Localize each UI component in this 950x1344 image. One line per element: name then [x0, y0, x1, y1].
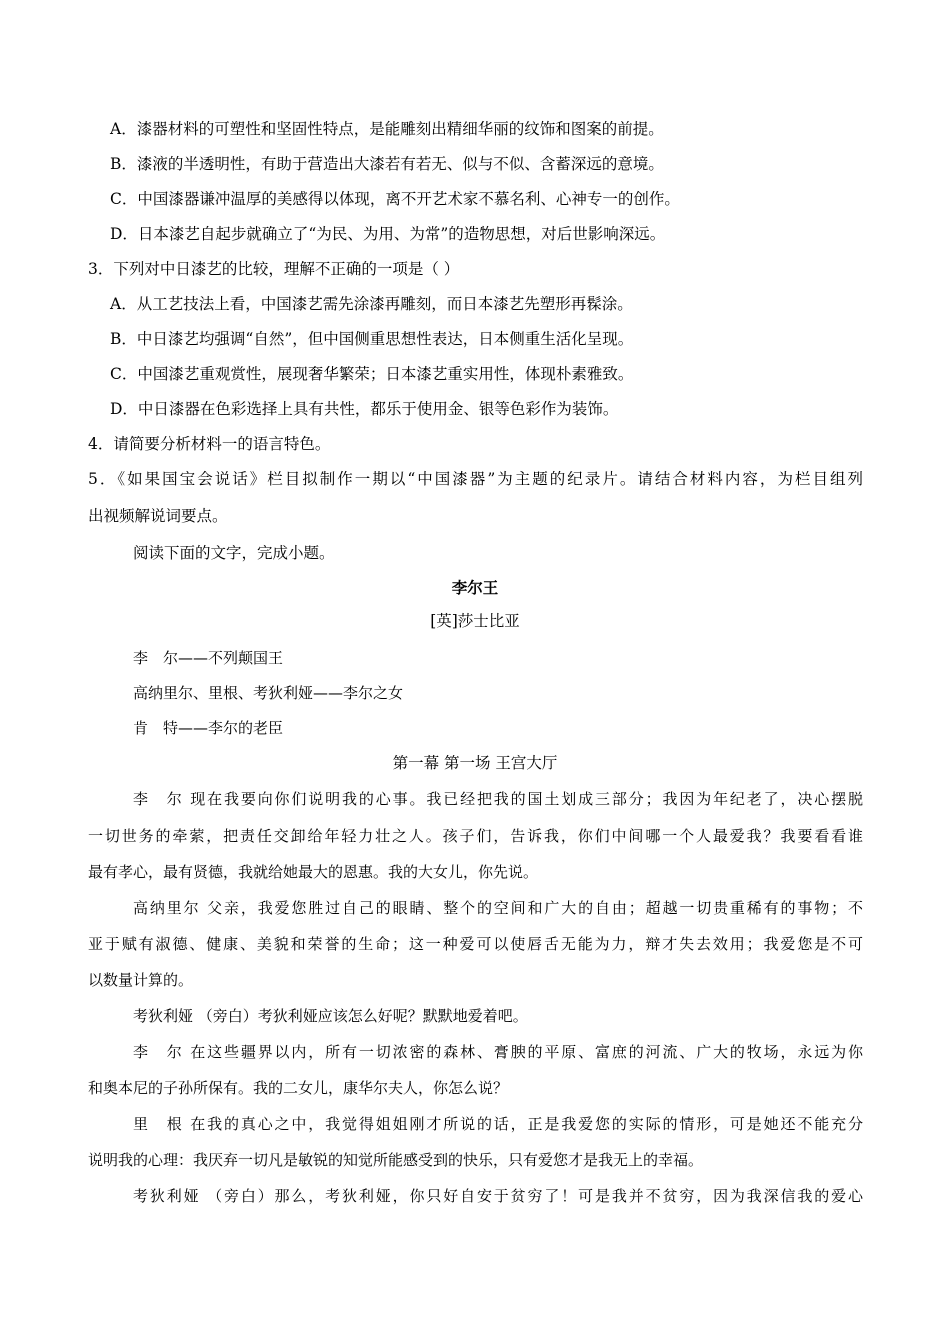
dialogue-lear-2-line-2: 和奥本尼的子孙所保有。我的二女儿，康华尔夫人，你怎么说？ — [88, 1079, 509, 1097]
dialogue-lear-1-line-3: 最有孝心，最有贤德，我就给她最大的恩惠。我的大女儿，你先说。 — [88, 863, 539, 881]
q2-option-b: B．漆液的半透明性，有助于营造出大漆若有若无、似与不似、含蓄深远的意境。 — [110, 155, 664, 173]
q2-option-c: C．中国漆器谦冲温厚的美感得以体现，离不开艺术家不慕名利、心神专一的创作。 — [110, 190, 680, 208]
q4-stem: 4．请简要分析材料一的语言特色。 — [88, 435, 331, 453]
q5-stem-line-1: 5．《如果国宝会说话》栏目拟制作一期以“中国漆器”为主题的纪录片。请结合材料内容，为栏目组列 — [88, 470, 863, 488]
play-title: 李尔王 — [451, 578, 499, 597]
dialogue-goneril-line-2: 亚于赋有淑德、健康、美貌和荣誉的生命；这一种爱可以使唇舌无能为力，辩才失去效用；我爱您是不可 — [88, 935, 863, 953]
character-2: 高纳里尔、里根、考狄利娅——李尔之女 — [133, 684, 404, 702]
q3-option-b: B．中日漆艺均强调“自然”，但中国侧重思想性表达，日本侧重生活化呈现。 — [110, 330, 634, 348]
scene-heading: 第一幕 第一场 王宫大厅 — [392, 754, 558, 772]
q3-option-d: D．中日漆器在色彩选择上具有共性，都乐于使用金、银等色彩作为装饰。 — [110, 400, 619, 418]
q2-option-d: D．日本漆艺自起步就确立了“为民、为用、为常”的造物思想，对后世影响深远。 — [110, 225, 666, 243]
q2-option-a: A．漆器材料的可塑性和坚固性特点，是能雕刻出精细华丽的纹饰和图案的前提。 — [110, 120, 664, 138]
reading-instruction: 阅读下面的文字，完成小题。 — [133, 544, 335, 562]
q3-stem: 3．下列对中日漆艺的比较，理解不正确的一项是（ ） — [88, 260, 460, 278]
dialogue-regan-line-1: 里 根 在我的真心之中，我觉得姐姐刚才所说的话，正是我爱您的实际的情形，可是她还不能充分 — [133, 1115, 863, 1133]
dialogue-regan-line-2: 说明我的心理：我厌弃一切凡是敏锐的知觉所能感受到的快乐，只有爱您才是我无上的幸福。 — [88, 1151, 704, 1169]
play-author: [英]莎士比亚 — [430, 612, 520, 630]
q5-stem-line-2: 出视频解说词要点。 — [88, 507, 228, 525]
dialogue-lear-1-line-2: 一切世务的牵萦，把责任交卸给年轻力壮之人。孩子们，告诉我，你们中间哪一个人最爱我？我要看看谁 — [88, 827, 863, 845]
dialogue-lear-1-line-1: 李 尔 现在我要向你们说明我的心事。我已经把我的国土划成三部分；我因为年纪老了，决心摆脱 — [133, 790, 863, 808]
dialogue-cordelia-aside-2: 考狄利娅 （旁白）那么，考狄利娅，你只好自安于贫穷了！可是我并不贫穷，因为我深信我的爱心 — [133, 1187, 863, 1205]
dialogue-goneril-line-1: 高纳里尔 父亲，我爱您胜过自己的眼睛、整个的空间和广大的自由；超越一切贵重稀有的事物；不 — [133, 899, 863, 917]
character-1: 李 尔——不列颠国王 — [133, 649, 284, 667]
q3-option-c: C．中国漆艺重观赏性，展现奢华繁荣；日本漆艺重实用性，体现朴素雅致。 — [110, 365, 634, 383]
dialogue-cordelia-aside-1: 考狄利娅 （旁白）考狄利娅应该怎么好呢？默默地爱着吧。 — [133, 1007, 528, 1025]
q3-option-a: A．从工艺技法上看，中国漆艺需先涂漆再雕刻，而日本漆艺先塑形再髹涂。 — [110, 295, 633, 313]
character-3: 肯 特——李尔的老臣 — [133, 719, 284, 737]
dialogue-goneril-line-3: 以数量计算的。 — [88, 971, 194, 989]
dialogue-lear-2-line-1: 李 尔 在这些疆界以内，所有一切浓密的森林、膏腴的平原、富庶的河流、广大的牧场，永远为你 — [133, 1043, 863, 1061]
